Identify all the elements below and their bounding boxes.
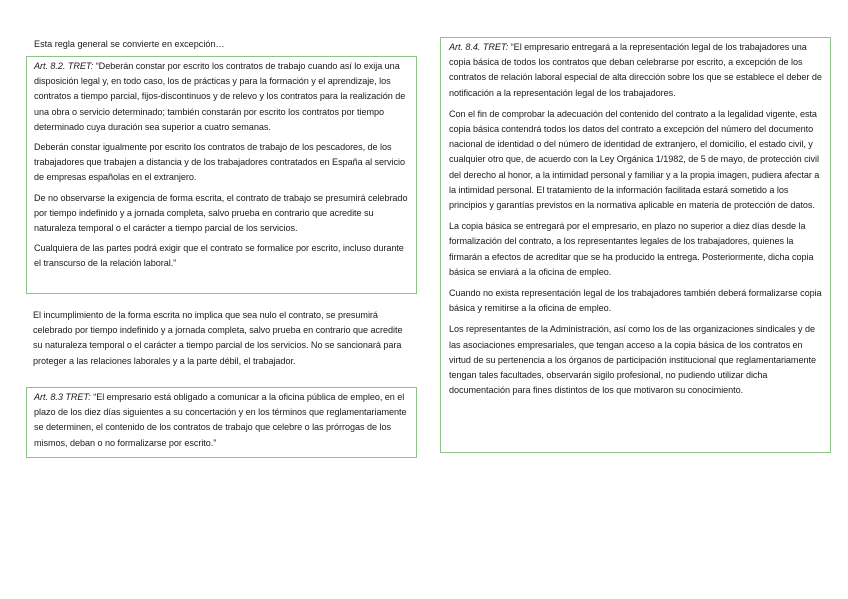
article-8-4-box	[440, 37, 831, 453]
article-8-3-box	[26, 387, 417, 458]
article-8-2-text-1: “Deberán constar por escrito los contratos de trabajo cuando así lo exija una disposición legal y, en todo caso, los de prácticas y para la formación y el aprendizaje, los contratos a tiempo parcial, fijos-discontinuos y de relevo y los contratos para la realización de una obra o servicio determinado; también constarán por escrito los contratos por tiempo determinado cuya duración sea superior a cuatro semanas.	[34, 61, 406, 132]
middle-commentary: El incumplimiento de la forma escrita no implica que sea nulo el contrato, se presumirá celebrado por tiempo indefinido y a jornada completa, salvo prueba en contrario que acredite su naturaleza temporal o el carácter a tiempo parcial de los servicios. No se sancionará para proteger a las relaciones laborales y a la parte débil, el trabajador.	[33, 310, 403, 366]
intro-text: Esta regla general se convierte en excepción…	[34, 39, 225, 49]
article-8-2-ref: Art. 8.2. TRET:	[34, 61, 94, 71]
article-8-2-paragraph-2: Deberán constar igualmente por escrito los contratos de trabajo de los pescadores, de los trabajadores que trabajen a distancia y de los trabajadores contratados en España al servicio de empresas españolas en el extranjero.	[34, 142, 405, 183]
article-8-4-paragraph-1	[449, 40, 822, 101]
article-8-4-text-1: “El empresario entregará a la representación legal de los trabajadores una copia básica de todos los contratos que deban celebrarse por escrito, a excepción de los contratos de relación laboral especial de alta dirección sobre los que se establece el deber de notificación a la representación legal de los trabajadores.	[449, 42, 822, 98]
article-8-4-ref: Art. 8.4. TRET:	[449, 42, 509, 52]
article-8-2-box	[26, 56, 417, 294]
article-8-4-paragraph-2: Con el fin de comprobar la adecuación del contenido del contrato a la legalidad vigente, esta copia básica contendrá todos los datos del contrato a excepción del número del documento nacional de identidad o del número de identidad de extranjero, el domicilio, el estado civil, y cualquier otro que, de acuerdo con la Ley Orgánica 1/1982, de 5 de mayo, de protección civil del derecho al honor, a la intimidad personal y familiar y a la propia imagen, pudiera afectar a la intimidad personal. El tratamiento de la información facilitada estará sometido a los principios y garantías previstos en la normativa aplicable en materia de protección de datos.	[449, 108, 820, 211]
article-8-4-paragraph-5: Los representantes de la Administración, así como los de las organizaciones sindicales y de las asociaciones empresariales, que tengan acceso a la copia básica de los contratos en virtud de su pertenencia a los órganos de participación institucional que reglamentariamente tengan tales facultades, observarán sigilo profesional, no pudiendo utilizar dicha documentación para fines distintos de los que motivaron su conocimiento.	[449, 324, 816, 396]
article-8-4-paragraph-3: La copia básica se entregará por el empresario, en plazo no superior a diez días desde la formalización del contrato, a los representantes legales de los trabajadores, quienes la firmarán a efectos de acreditar que se ha producido la entrega. Posteriormente, dicha copia básica se enviará a la oficina de empleo.	[449, 221, 814, 277]
article-8-3-paragraph	[34, 390, 409, 451]
article-8-4-paragraph-4: Cuando no exista representación legal de los trabajadores también deberá formalizarse copia básica y remitirse a la oficina de empleo.	[449, 288, 822, 314]
article-8-2-paragraph-4: Cualquiera de las partes podrá exigir que el contrato se formalice por escrito, incluso durante el transcurso de la relación laboral.”	[34, 243, 404, 269]
article-8-2-paragraph-3: De no observarse la exigencia de forma escrita, el contrato de trabajo se presumirá celebrado por tiempo indefinido y a jornada completa, salvo prueba en contrario que acredite su naturaleza temporal o el carácter a tiempo parcial de los servicios.	[34, 192, 408, 234]
article-8-3-ref: Art. 8.3 TRET:	[34, 392, 91, 402]
article-8-2-paragraph-1	[34, 59, 409, 135]
article-8-3-text: “El empresario está obligado a comunicar a la oficina pública de empleo, en el plazo de los diez días siguientes a su concertación y en los términos que reglamentariamente se determinen, el contenido de los contratos de trabajo que celebre o las prórrogas de los mismos, deban o no formalizarse por escrito.”	[34, 392, 407, 448]
